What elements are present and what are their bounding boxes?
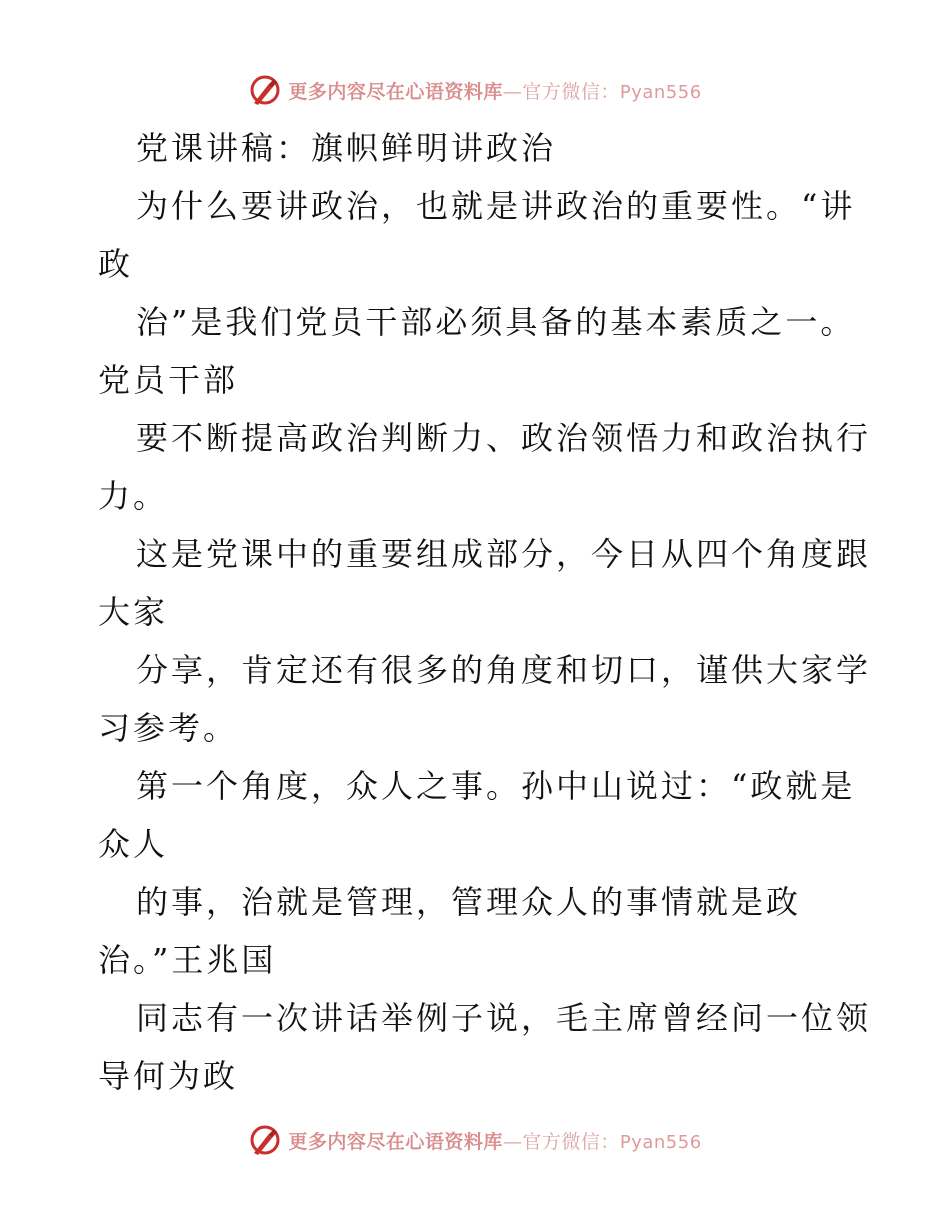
paragraph-line: 要不断提高政治判断力、政治领悟力和政治执行 <box>136 419 872 457</box>
header-banner-label: 官方微信： <box>522 80 620 103</box>
paragraph-line: 党员干部 <box>98 361 239 399</box>
paragraph-line: 为什么要讲政治，也就是讲政治的重要性。“讲 <box>136 187 856 225</box>
header-banner <box>0 70 950 110</box>
paragraph-line: 习参考。 <box>98 709 239 747</box>
footer-banner-main: 更多内容尽在心语资料库 <box>288 1130 503 1153</box>
paragraph-line: 分享，肯定还有很多的角度和切口，谨供大家学 <box>136 651 872 689</box>
paragraph-line: 大家 <box>98 593 169 631</box>
paragraph-line: 第一个角度，众人之事。孙中山说过：“政就是 <box>136 767 856 805</box>
paragraph-line: 同志有一次讲话举例子说，毛主席曾经问一位领 <box>136 999 872 1037</box>
paragraph-line: 力。 <box>98 477 169 515</box>
header-banner-separator: — <box>502 80 523 103</box>
footer-banner-text <box>288 1127 701 1154</box>
pen-circle-logo-icon <box>248 73 282 107</box>
paragraph-line: 的事，治就是管理，管理众人的事情就是政 <box>136 883 802 921</box>
header-banner-main: 更多内容尽在心语资料库 <box>288 80 503 103</box>
document-title: 党课讲稿：旗帜鲜明讲政治 <box>136 129 557 167</box>
paragraph-line: 导何为政 <box>98 1057 239 1095</box>
footer-banner-wechat-id: Pyan556 <box>619 1131 702 1153</box>
footer-banner-label: 官方微信： <box>522 1130 620 1153</box>
header-banner-wechat-id: Pyan556 <box>619 81 702 103</box>
paragraph-line: 众人 <box>98 825 169 863</box>
paragraph-line: 政 <box>98 245 134 283</box>
paragraph-line: 这是党课中的重要组成部分，今日从四个角度跟 <box>136 535 872 573</box>
paragraph-line: 治”是我们党员干部必须具备的基本素质之一。 <box>136 303 856 341</box>
paragraph-line: 治。”王兆国 <box>98 941 277 979</box>
pen-circle-logo-icon <box>248 1123 282 1157</box>
footer-banner <box>0 1120 950 1160</box>
footer-banner-separator: — <box>502 1130 523 1153</box>
header-banner-text <box>288 77 701 104</box>
